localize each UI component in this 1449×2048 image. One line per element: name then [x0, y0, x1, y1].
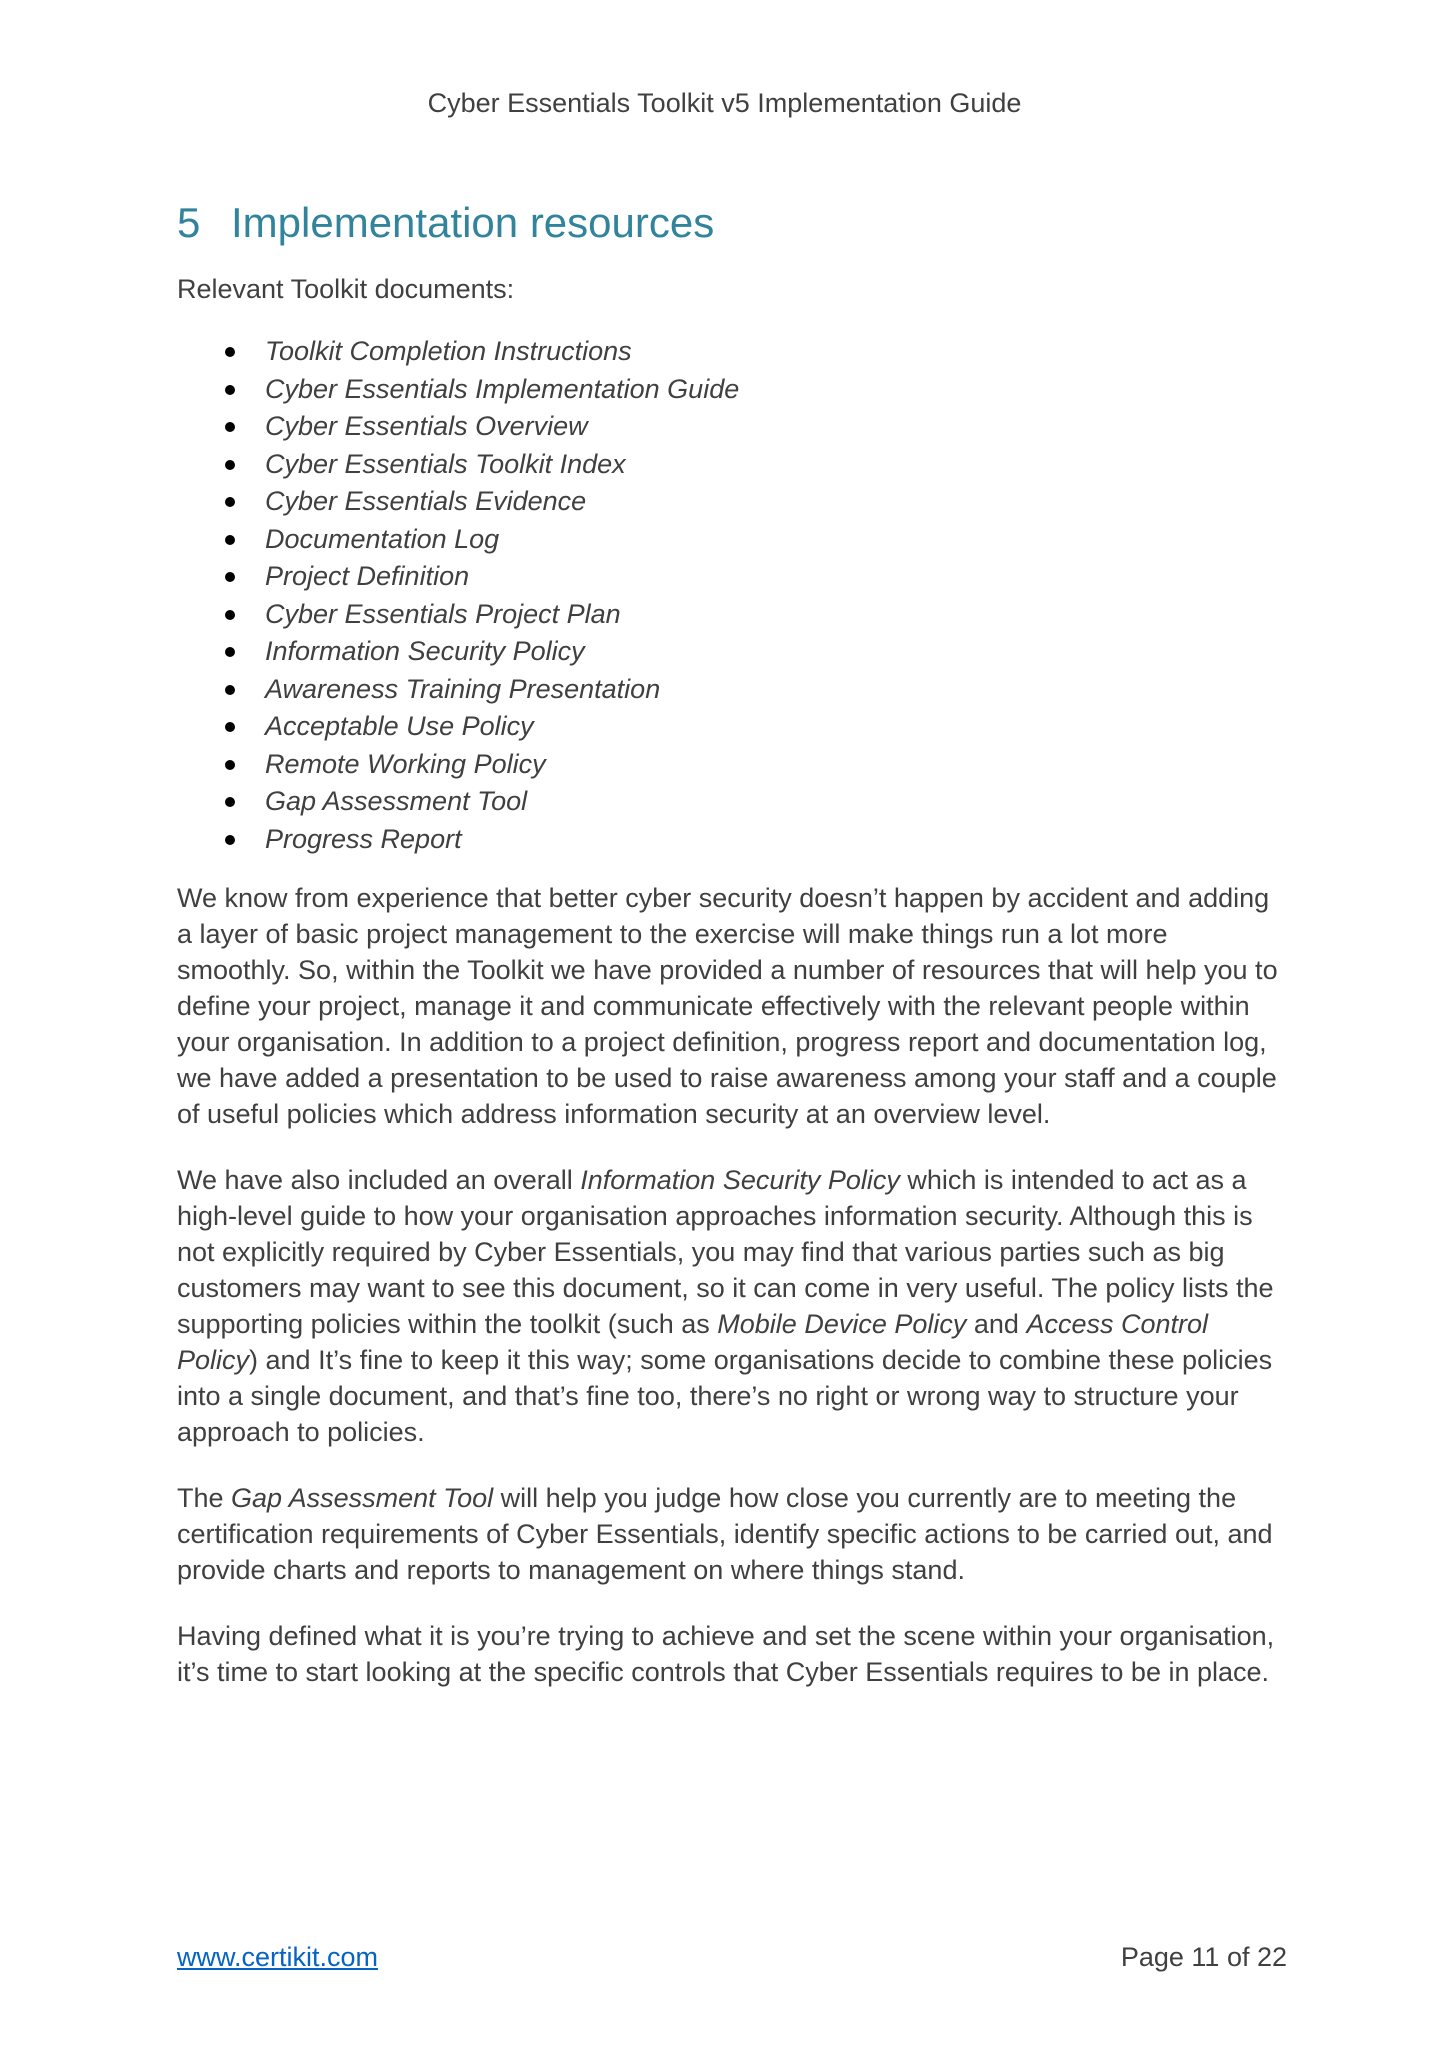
bullet-icon: [225, 497, 235, 507]
paragraph-project-management: We know from experience that better cyber security doesn’t happen by accident and adding a layer of basic project management to the exercise will make things run a lot more smoothly. So, within the Toolkit we have provided a number of resources that will help you to define your project, manage it and communicate effectively with the relevant people within your organisation. In addition to a project definition, progress report and documentation log, we have added a presentation to be used to raise awareness among your staff and a couple of useful policies which address information security at an overview level.: [177, 883, 1278, 1129]
paragraph-information-security-policy: [177, 1162, 1287, 1450]
list-item: [177, 446, 1287, 484]
bullet-icon: [225, 647, 235, 657]
bullet-icon: [225, 385, 235, 395]
bullet-icon: [225, 422, 235, 432]
section-number: 5: [177, 199, 201, 246]
document-name: Documentation Log: [265, 523, 500, 554]
bullet-icon: [225, 685, 235, 695]
list-item: [177, 596, 1287, 634]
list-item: [177, 521, 1287, 559]
documents-list: [177, 333, 1287, 858]
doc-reference: Information Security Policy: [580, 1165, 900, 1195]
bullet-icon: [225, 610, 235, 620]
list-item: [177, 821, 1287, 859]
list-item: [177, 746, 1287, 784]
section-heading: [177, 195, 1287, 251]
document-name: Acceptable Use Policy: [265, 711, 534, 741]
list-item: [177, 333, 1287, 371]
bullet-icon: [225, 535, 235, 545]
bullet-icon: [225, 835, 235, 845]
document-name: Cyber Essentials Project Plan: [265, 598, 621, 629]
text-run: The: [177, 1483, 232, 1513]
doc-reference: Gap Assessment Tool: [231, 1483, 494, 1513]
bullet-icon: [225, 722, 235, 732]
text-run: which is intended to act as a high-level guide to how your organisation approaches information security. Although this is not explicitly required by Cyber Essentials, you may find that various parties such as big customers may want to see this document, so it can come in very useful. The policy lists the supporting policies within the toolkit (such as: [177, 1165, 1274, 1339]
text-run: and: [966, 1309, 1027, 1339]
document-name: Toolkit Completion Instructions: [265, 336, 632, 366]
paragraph-next-steps: Having defined what it is you’re trying to achieve and set the scene within your organisation, it’s time to start looking at the specific controls that Cyber Essentials requires to be in place.: [177, 1621, 1275, 1687]
document-name: Cyber Essentials Toolkit Index: [265, 448, 626, 479]
list-item: [177, 708, 1287, 746]
bullet-icon: [225, 760, 235, 770]
bullet-icon: [225, 797, 235, 807]
bullet-icon: [225, 572, 235, 582]
page-header: Cyber Essentials Toolkit v5 Implementation Guide: [427, 88, 1022, 118]
document-name: Information Security Policy: [265, 636, 585, 666]
document-name: Progress Report: [265, 823, 462, 854]
page-number: Page 11 of 22: [1120, 1942, 1287, 1972]
document-name: Cyber Essentials Evidence: [265, 486, 587, 516]
doc-reference: Mobile Device Policy: [717, 1309, 967, 1339]
list-item: [177, 633, 1287, 671]
bullet-icon: [225, 347, 235, 357]
footer-website-link[interactable]: www.certikit.com: [177, 1942, 379, 1972]
document-name: Gap Assessment Tool: [265, 786, 528, 816]
document-name: Project Definition: [265, 561, 470, 591]
document-name: Awareness Training Presentation: [265, 673, 661, 704]
section-title: Implementation resources: [231, 199, 715, 246]
list-item: [177, 408, 1287, 446]
doc-reference: Access Control Policy: [177, 1309, 1209, 1375]
list-item: [177, 671, 1287, 709]
text-run: ) and It’s fine to keep it this way; some organisations decide to combine these policies into a single document, and that’s fine too, there’s no right or wrong way to structure your approach to policies.: [177, 1345, 1273, 1447]
document-name: Cyber Essentials Implementation Guide: [265, 373, 740, 404]
document-name: Remote Working Policy: [265, 748, 546, 779]
text-run: We have also included an overall: [177, 1165, 581, 1195]
text-run: will help you judge how close you currently are to meeting the certification requirements of Cyber Essentials, identify specific actions to be carried out, and provide charts and reports to management on where things stand.: [177, 1483, 1273, 1585]
bullet-icon: [225, 460, 235, 470]
page-content: [177, 195, 1287, 1690]
list-item: [177, 483, 1287, 521]
list-item: [177, 558, 1287, 596]
intro-text: Relevant Toolkit documents:: [177, 274, 515, 304]
paragraph-gap-assessment: [177, 1480, 1287, 1588]
list-item: [177, 783, 1287, 821]
list-item: [177, 371, 1287, 409]
document-name: Cyber Essentials Overview: [265, 411, 588, 441]
